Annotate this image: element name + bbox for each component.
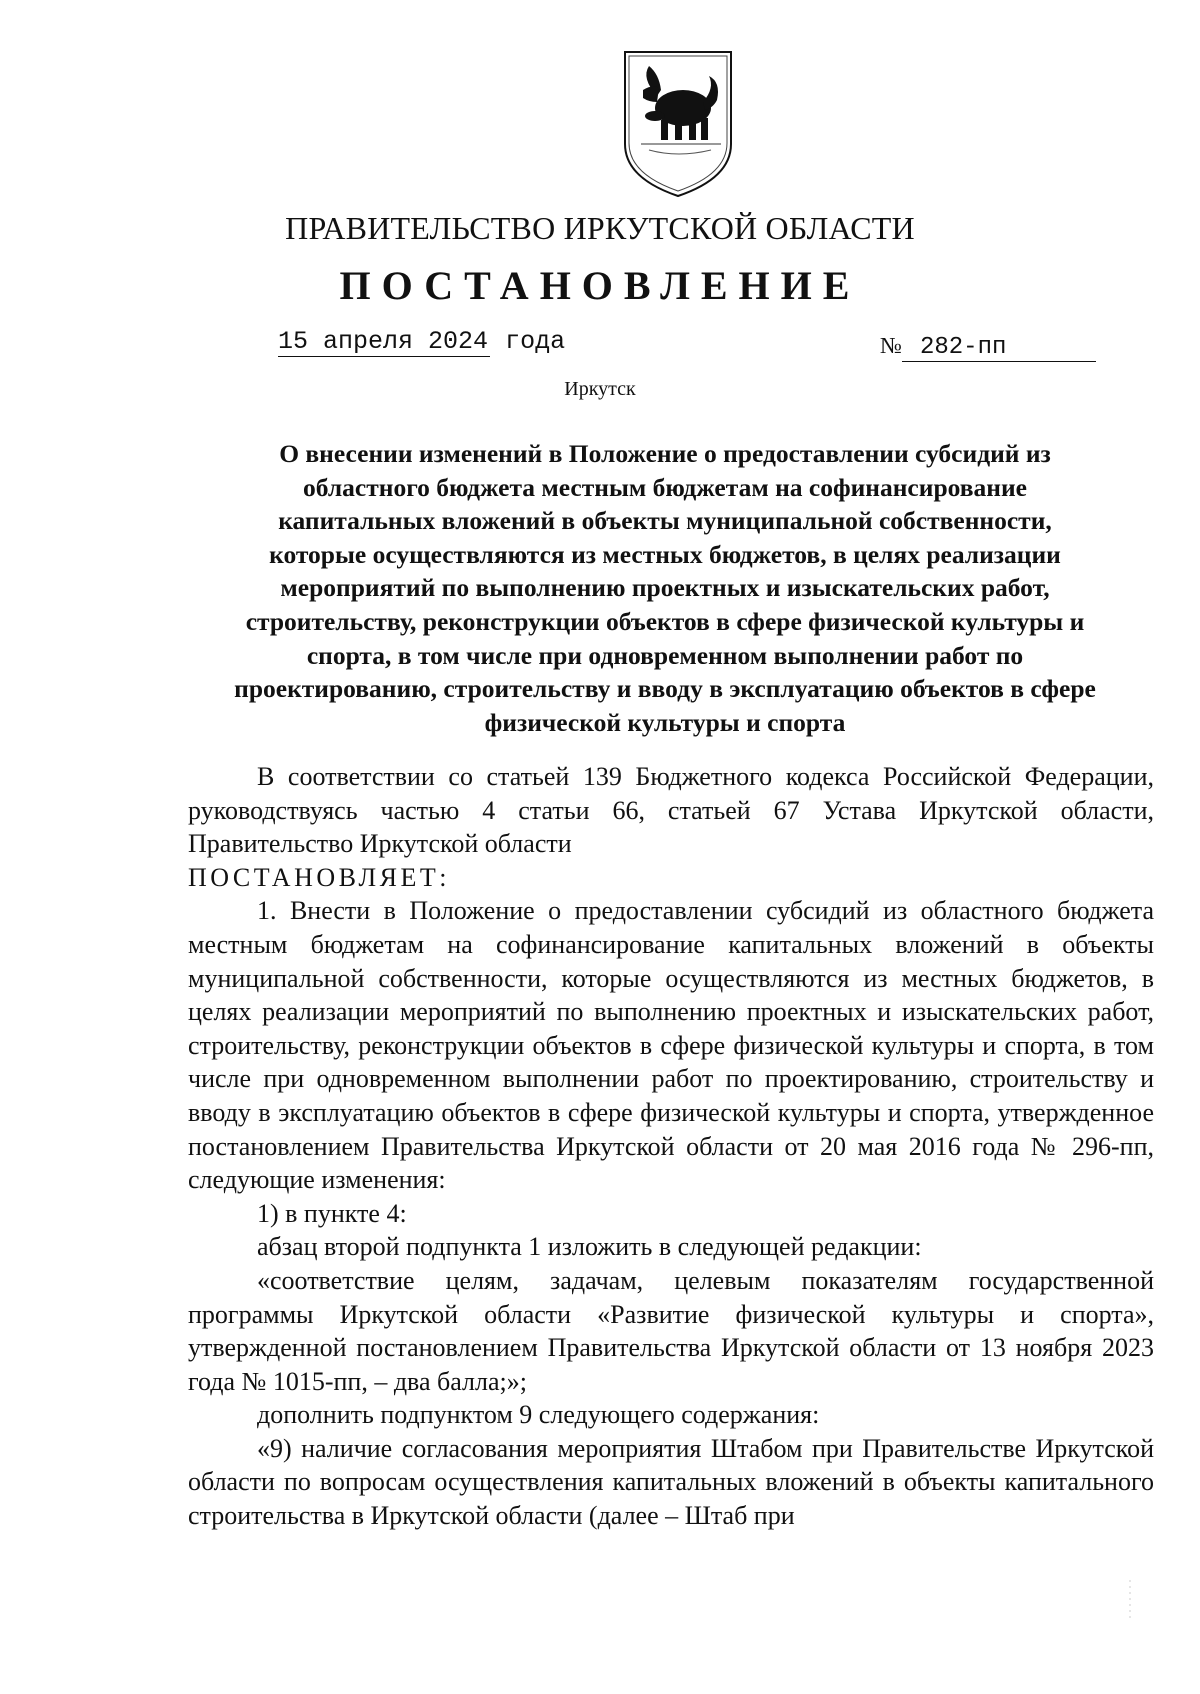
- government-title: ПРАВИТЕЛЬСТВО ИРКУТСКОЙ ОБЛАСТИ: [285, 210, 915, 246]
- heading-line: которые осуществляются из местных бюджетов, в целях реализации: [269, 539, 1061, 569]
- preamble-paragraph: В соответствии со статьей 139 Бюджетного кодекса Российской Федерации, руководствуясь частью 4 статьи 66, статьей 67 Устава Иркутской области, Правительство Иркутской области: [188, 762, 1154, 859]
- irkutsk-coat-of-arms-icon: [613, 46, 743, 201]
- city: Иркутск: [564, 378, 636, 400]
- subitem-1b-paragraph: дополнить подпунктом 9 следующего содержания:: [257, 1400, 820, 1430]
- heading-line: О внесении изменений в Положение о предоставлении субсидий из: [279, 439, 1051, 468]
- number-prefix: №: [880, 333, 902, 358]
- heading-line: физической культуры и спорта: [484, 707, 846, 737]
- heading-line: капитальных вложений в объекты муниципальной собственности,: [278, 506, 1052, 536]
- scan-mark: [1128, 1580, 1132, 1620]
- document-heading: [185, 437, 1145, 739]
- date-value: 15 апреля 2024: [278, 327, 489, 356]
- coat-of-arms-emblem: [613, 46, 743, 201]
- quote-paragraph-2: «9) наличие согласования мероприятия Штабом при Правительстве Иркутской области по вопросам осуществления капитальных вложений в объекты капитального строительства в Иркутской области (далее – Штаб при: [188, 1433, 1154, 1531]
- subitem-1-paragraph: 1) в пункте 4:: [257, 1198, 407, 1228]
- document-date: [278, 327, 565, 357]
- date-suffix: года: [505, 327, 566, 356]
- document-body: [188, 760, 1154, 1533]
- heading-line: строительству, реконструкции объектов в сфере физической культуры и: [245, 606, 1085, 636]
- item-1-paragraph: 1. Внести в Положение о предоставлении субсидий из областного бюджета местным бюджетам на софинансирование капитальных вложений в объекты муниципальной собственности, которые осуществляются из местных бюджетов, в целях реализации мероприятий по выполнению проектных и изыскательских работ, строительству, реконструкции объектов в сфере физической культуры и спорта, в том числе при одновременном выполнении работ по проектированию, строительству и вводу в эксплуатацию объектов в сфере физической культуры и спорта, утвержденное постановлением Правительства Иркутской области от 20 мая 2016 года № 296-пп, следующие изменения:: [188, 896, 1154, 1195]
- heading-line: мероприятий по выполнению проектных и изыскательских работ,: [280, 573, 1050, 603]
- number-value: 282-пп: [902, 334, 1096, 362]
- heading-line: проектированию, строительству и вводу в эксплуатацию объектов в сфере: [234, 674, 1096, 704]
- document-number: [880, 333, 1096, 362]
- decree-word: ПОСТАНОВЛЯЕТ:: [188, 862, 450, 892]
- document-type: ПОСТАНОВЛЕНИЕ: [339, 263, 861, 308]
- heading-line: областного бюджета местным бюджетам на софинансирование: [303, 472, 1027, 502]
- heading-line: спорта, в том числе при одновременном выполнении работ по: [306, 640, 1024, 670]
- quote-paragraph: «соответствие целям, задачам, целевым показателям государственной программы Иркутской области «Развитие физической культуры и спорта», утвержденной постановлением Правительства Иркутской области от 13 ноября 2023 года № 1015-пп, – два балла;»;: [188, 1265, 1154, 1396]
- subitem-1a-paragraph: абзац второй подпункта 1 изложить в следующей редакции:: [257, 1232, 922, 1262]
